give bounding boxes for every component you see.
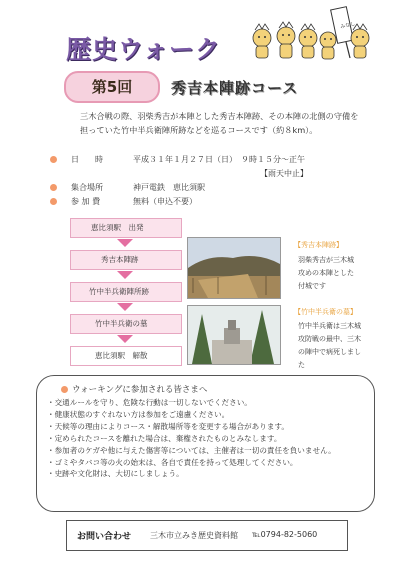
contact-org: 三木市立みき歴史資料館 — [150, 531, 238, 540]
photo-caption-text — [298, 320, 390, 372]
honjin-photo — [187, 237, 281, 299]
info-meet-label: 集合場所 — [71, 183, 103, 192]
photo-caption-title: 【秀吉本陣跡】 — [294, 241, 343, 249]
course-title: 秀吉本陣跡コース — [171, 79, 299, 97]
contact-box — [66, 520, 348, 551]
intro-text — [80, 109, 380, 137]
caption-line: 付城です — [298, 282, 326, 290]
photo-caption-text — [298, 254, 390, 293]
notice-item: ・健康状態のすぐれない方は参加をご遠慮ください。 — [47, 409, 230, 419]
notice-item: ・参加者のケガや他に与えた傷害等については、主催者は一切の責任を負いません。 — [47, 445, 336, 455]
caption-line: 羽柴秀吉が三木城 — [298, 256, 354, 264]
rain-note: 【雨天中止】 — [260, 169, 308, 178]
info-date-label: 日 時 — [71, 155, 103, 164]
notice-item: ・ゴミやタバコ等の火の始末は、各自で責任を持って処理してください。 — [47, 457, 298, 467]
bullet-icon — [50, 184, 57, 191]
notice-heading-text: ウォーキングに参加される皆さまへ — [72, 385, 208, 395]
bullet-icon — [50, 156, 57, 163]
route-step: 恵比須駅 解散 — [70, 346, 182, 366]
info-meet-row — [50, 182, 205, 193]
notice-list — [47, 397, 367, 480]
round-badge: 第5回 — [64, 71, 160, 103]
grave-photo — [187, 305, 281, 365]
info-fee-value: 無料（申込不要） — [133, 197, 197, 206]
down-arrow-icon — [117, 271, 133, 279]
notice-item: ・定められたコースを離れた場合は、棄権されたものとみなします。 — [47, 433, 282, 443]
notice-item: ・天候等の理由によりコース・解散場所等を変更する場合があります。 — [47, 421, 290, 431]
caption-line: 攻めの本陣とした — [298, 269, 354, 277]
route-step: 恵比須駅 出発 — [70, 218, 182, 238]
notice-item: ・史跡や文化財は、大切にしましょう。 — [47, 469, 184, 479]
caption-line: の陣中で病死しまし — [298, 348, 361, 356]
route-step: 秀吉本陣跡 — [70, 250, 182, 270]
bullet-icon — [61, 386, 68, 393]
route-step: 竹中半兵衛陣所跡 — [70, 282, 182, 302]
route-step: 竹中半兵衛の墓 — [70, 314, 182, 334]
intro-line: 三木合戦の際、羽柴秀吉が本陣とした秀吉本陣跡、その本陣の北側の守備を — [80, 111, 359, 121]
notice-heading — [61, 383, 207, 395]
mascot-sign-text: みなし — [339, 21, 356, 31]
mascot-flag-sign — [331, 7, 356, 58]
mascot-illustration — [250, 6, 380, 64]
caption-line: 竹中半兵衛は三木城 — [298, 322, 361, 330]
contact-tel: ℡0794-82-5060 — [252, 530, 318, 539]
info-meet-value: 神戸電鉄 恵比須駅 — [133, 183, 205, 192]
caption-line: た — [298, 361, 305, 369]
caption-line: 攻防戦の最中、三木 — [298, 335, 361, 343]
contact-label: お問い合わせ — [77, 532, 132, 542]
down-arrow-icon — [117, 335, 133, 343]
info-fee-row — [50, 196, 197, 207]
photo-caption-title: 【竹中半兵衛の墓】 — [294, 308, 357, 316]
down-arrow-icon — [117, 239, 133, 247]
flyer-title: 歴史ウォーク — [66, 35, 222, 64]
bullet-icon — [50, 198, 57, 205]
info-fee-label: 参 加 費 — [71, 197, 101, 206]
info-date-row — [50, 154, 305, 165]
info-date-value: 平成３１年１月２７日（日） ９時１５分～正午 — [133, 155, 305, 164]
notice-item: ・交通ルールを守り、危険な行動は一切しないでください。 — [47, 398, 252, 407]
notice-box — [36, 375, 375, 512]
intro-line: 担っていた竹中半兵衛陣所跡などを巡るコースです（約８km）。 — [80, 125, 318, 135]
down-arrow-icon — [117, 303, 133, 311]
